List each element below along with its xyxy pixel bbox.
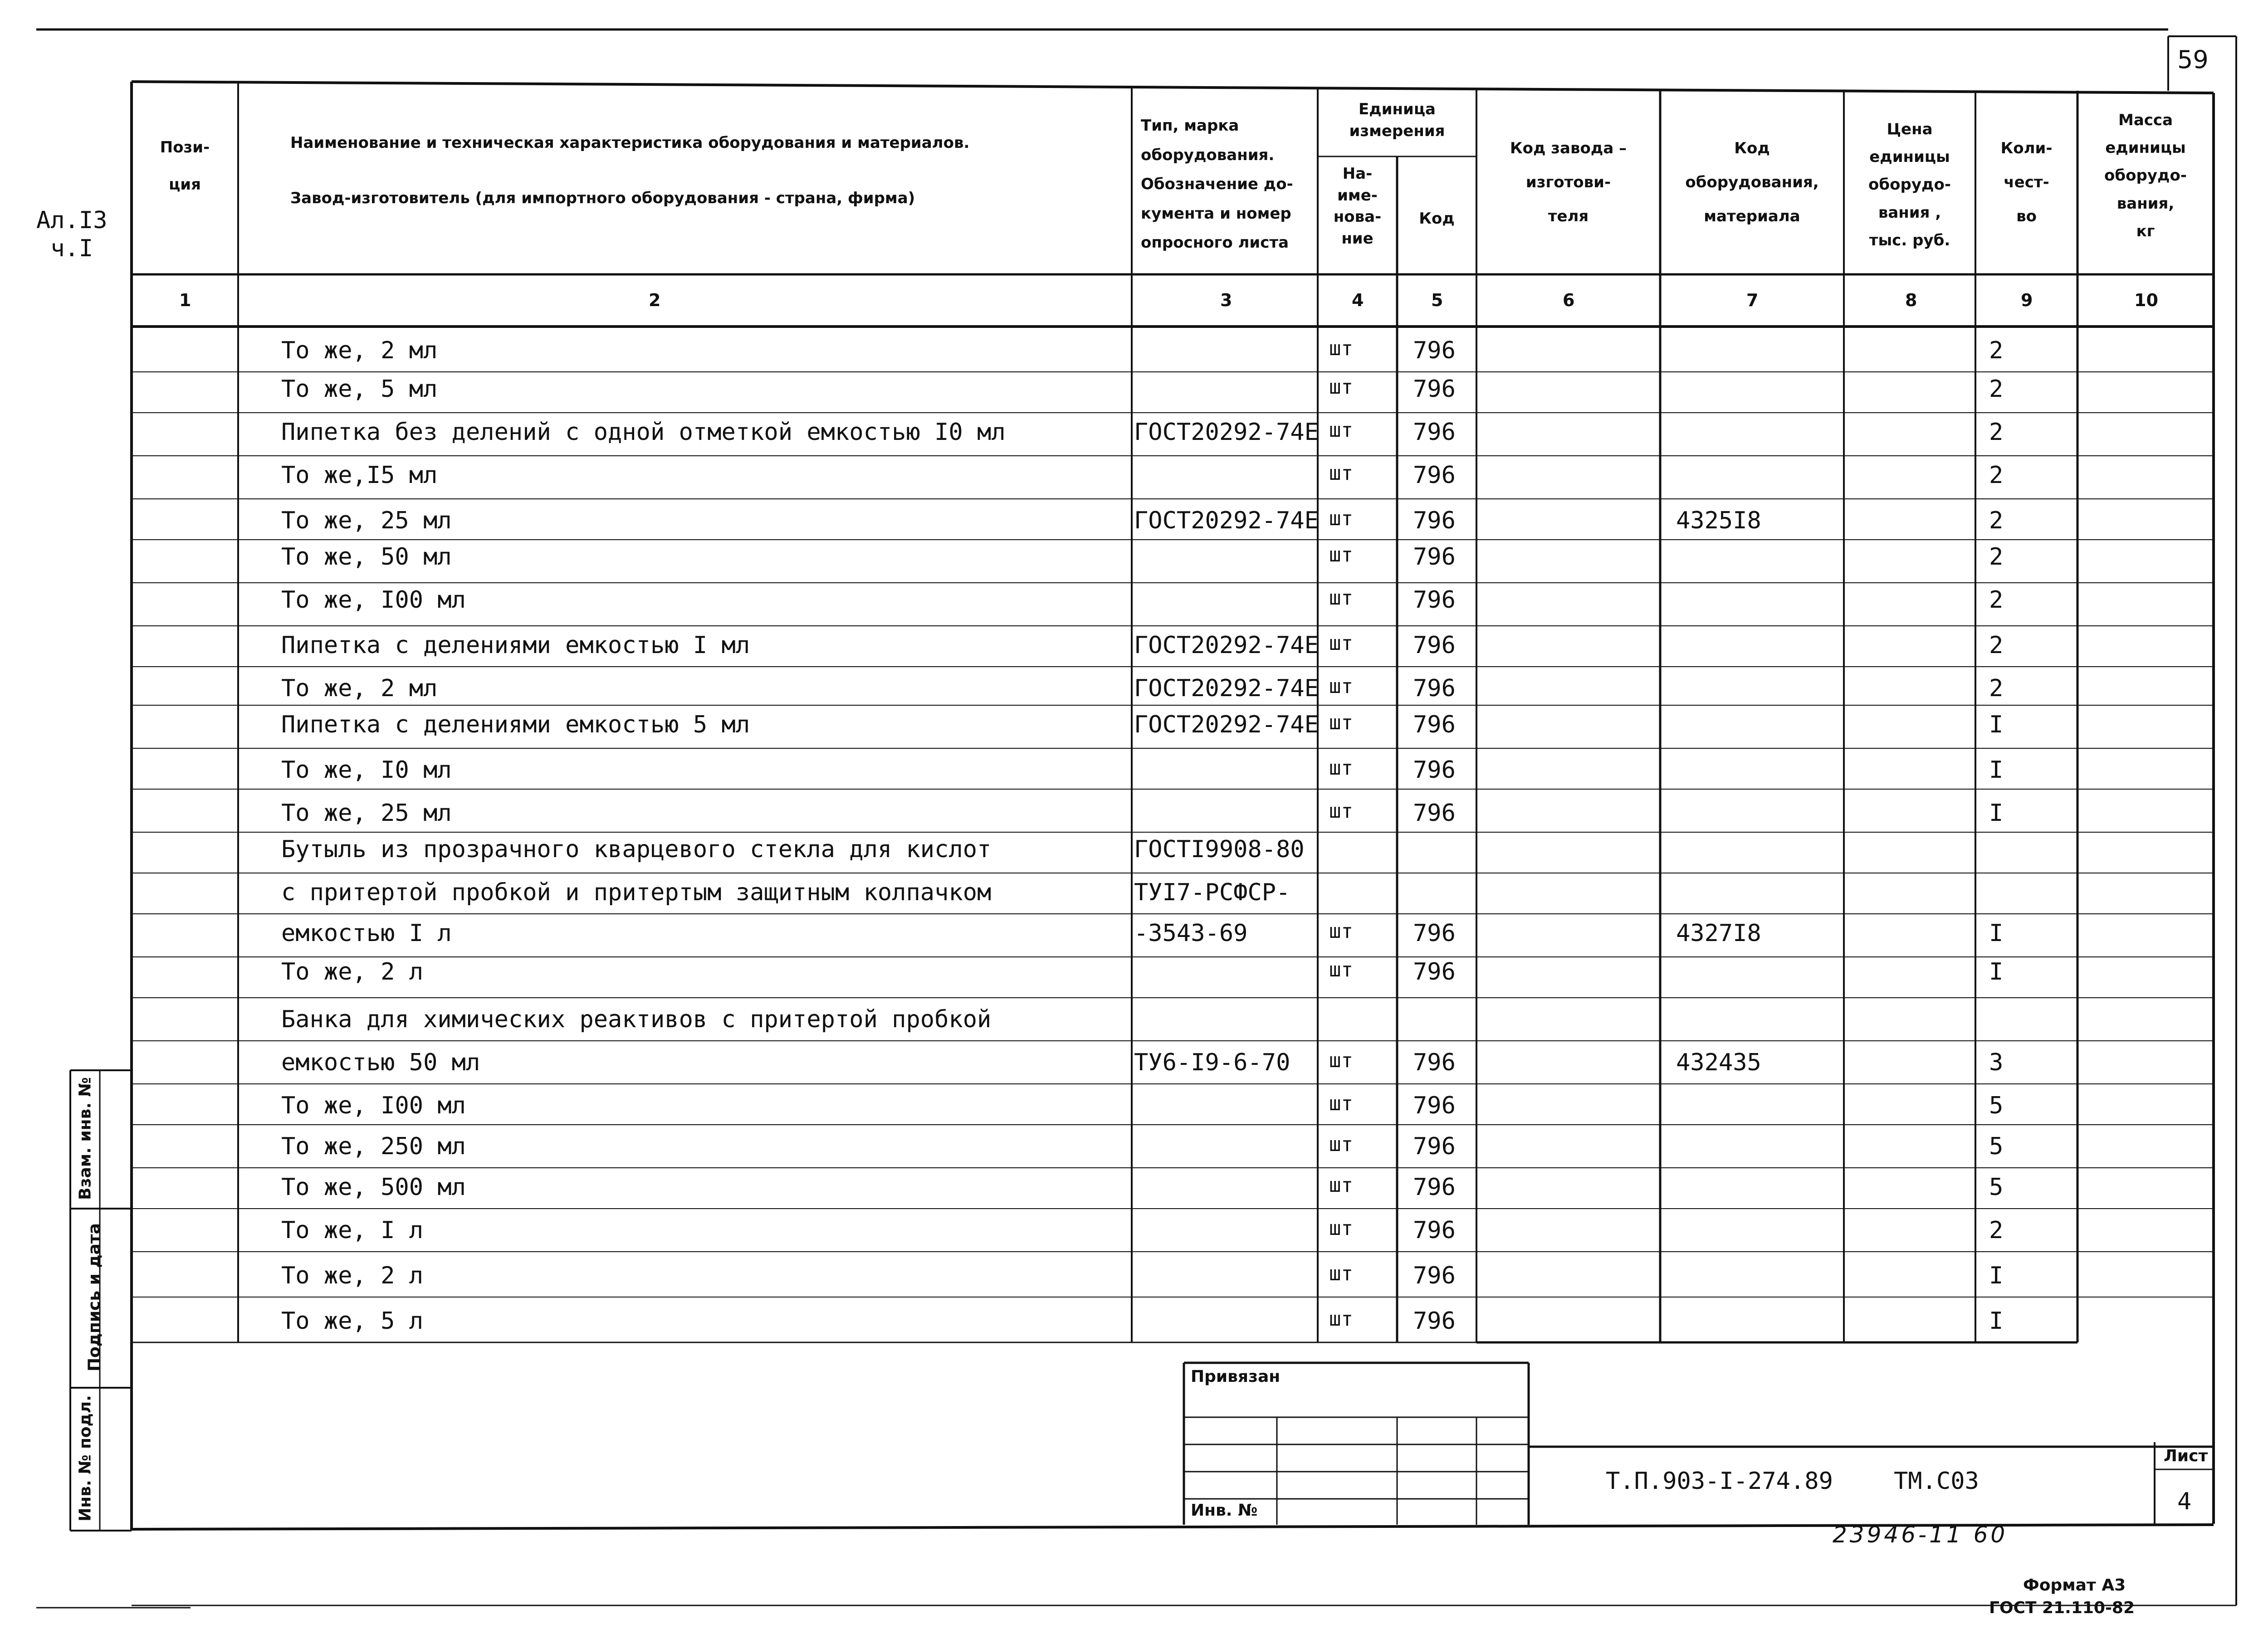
- row-code-cell: 796: [1413, 675, 1456, 702]
- header-unit-name: На- име- нова- ние: [1333, 165, 1382, 248]
- sheet-number-top: 59: [2177, 45, 2209, 74]
- row-name-cell: с притертой пробкой и притертым защитным колпачком: [281, 879, 992, 906]
- row-quantity-cell: 2: [1989, 632, 2004, 659]
- table-row: [0, 339, 2268, 366]
- row-name-cell: То же,I5 мл: [281, 462, 438, 489]
- row-name-cell: То же, 2 л: [281, 958, 424, 985]
- row-quantity-cell: 2: [1989, 462, 2004, 489]
- row-name-cell: То же, 25 мл: [281, 800, 452, 827]
- row-quantity-cell: 5: [1989, 1092, 2004, 1119]
- header-material-code: Код оборудования, материала: [1685, 139, 1819, 225]
- table-row: [0, 881, 2268, 908]
- row-quantity-cell: I: [1989, 711, 2004, 738]
- row-doc-cell: ГОСТI9908-80: [1134, 836, 1305, 863]
- column-number-3: 3: [1220, 290, 1232, 310]
- column-number-5: 5: [1431, 290, 1443, 310]
- row-code-cell: 796: [1413, 958, 1456, 985]
- column-number-7: 7: [1746, 290, 1759, 310]
- stamp-privyazan: Привязан: [1191, 1367, 1281, 1386]
- table-row: [0, 509, 2268, 536]
- row-name-cell: То же, 50 мл: [281, 543, 452, 571]
- row-code-cell: 796: [1413, 376, 1456, 403]
- row-doc-cell: ГОСТ20292-74Е: [1134, 711, 1319, 738]
- row-unit-cell: шт: [1329, 920, 1353, 943]
- table-row: [0, 1219, 2268, 1246]
- row-unit-cell: шт: [1329, 1049, 1353, 1072]
- row-name-cell: То же, I л: [281, 1217, 424, 1244]
- row-unit-cell: шт: [1329, 1262, 1353, 1285]
- stamp-inv-no: Инв. №: [1191, 1501, 1258, 1520]
- row-code-cell: 796: [1413, 586, 1456, 614]
- table-row: [0, 588, 2268, 615]
- row-unit-cell: шт: [1329, 675, 1353, 698]
- row-unit-cell: шт: [1329, 800, 1353, 823]
- table-row: [0, 801, 2268, 829]
- table-row: [0, 713, 2268, 740]
- table-row: [0, 420, 2268, 448]
- row-unit-cell: шт: [1329, 1307, 1353, 1331]
- row-doc-cell: -3543-69: [1134, 920, 1248, 947]
- table-row: [0, 677, 2268, 704]
- row-quantity-cell: 2: [1989, 543, 2004, 571]
- row-doc-cell: ГОСТ20292-74Е: [1134, 419, 1319, 446]
- row-code-cell: 796: [1413, 1174, 1456, 1201]
- row-quantity-cell: 2: [1989, 507, 2004, 534]
- table-row: [0, 1008, 2268, 1035]
- row-code-cell: 796: [1413, 1217, 1456, 1244]
- row-doc-cell: ТУ6-I9-6-70: [1134, 1049, 1290, 1076]
- row-quantity-cell: I: [1989, 800, 2004, 827]
- header-unit-code: Код: [1419, 210, 1455, 228]
- row-unit-cell: шт: [1329, 632, 1353, 655]
- row-name-cell: То же, 500 мл: [281, 1174, 466, 1201]
- side-label-line2: ч.I: [50, 235, 93, 263]
- row-code-cell: 796: [1413, 1049, 1456, 1076]
- row-material-code-cell: 4325I8: [1676, 507, 1761, 534]
- row-name-cell: То же, 2 мл: [281, 675, 438, 702]
- row-code-cell: 796: [1413, 1262, 1456, 1289]
- row-code-cell: 796: [1413, 419, 1456, 446]
- row-quantity-cell: 5: [1989, 1133, 2004, 1160]
- row-code-cell: 796: [1413, 711, 1456, 738]
- table-row: [0, 1051, 2268, 1078]
- row-name-cell: То же, 5 мл: [281, 376, 438, 403]
- row-code-cell: 796: [1413, 632, 1456, 659]
- header-name: Наименование и техническая характеристика оборудования и материалов. Завод-изготовитель (для импортного оборудования - страна, фирма): [290, 134, 970, 208]
- row-unit-cell: шт: [1329, 958, 1353, 981]
- row-quantity-cell: 2: [1989, 419, 2004, 446]
- row-doc-cell: ГОСТ20292-74Е: [1134, 507, 1319, 534]
- header-type: Тип, марка оборудования. Обозначение до- кумента и номер опросного листа: [1141, 117, 1293, 252]
- gost-label: ГОСТ 21.110-82: [1989, 1599, 2135, 1617]
- row-name-cell: То же, 5 л: [281, 1307, 424, 1335]
- row-code-cell: 796: [1413, 543, 1456, 571]
- row-quantity-cell: I: [1989, 756, 2004, 784]
- row-code-cell: 796: [1413, 507, 1456, 534]
- row-code-cell: 796: [1413, 756, 1456, 784]
- column-number-4: 4: [1352, 290, 1364, 310]
- stamp-list-number: 4: [2177, 1488, 2192, 1515]
- row-name-cell: Бутыль из прозрачного кварцевого стекла для кислот: [281, 836, 992, 863]
- row-name-cell: То же, 2 мл: [281, 337, 438, 364]
- row-code-cell: 796: [1413, 920, 1456, 947]
- row-quantity-cell: I: [1989, 958, 2004, 985]
- table-row: [0, 922, 2268, 949]
- row-quantity-cell: I: [1989, 1307, 2004, 1335]
- row-unit-cell: шт: [1329, 1133, 1353, 1156]
- header-mass: Масса единицы оборудо- вания, кг: [2104, 111, 2187, 240]
- table-row: [0, 377, 2268, 405]
- row-quantity-cell: 2: [1989, 1217, 2004, 1244]
- row-unit-cell: шт: [1329, 1174, 1353, 1197]
- header-position: Пози- ция: [160, 138, 210, 194]
- row-unit-cell: шт: [1329, 376, 1353, 399]
- row-name-cell: Пипетка с делениями емкостью 5 мл: [281, 711, 750, 738]
- field-vzam-inv: Взам. инв. №: [76, 1077, 95, 1200]
- row-doc-cell: ГОСТ20292-74Е: [1134, 675, 1319, 702]
- header-quantity: Коли- чест- во: [2000, 139, 2053, 225]
- row-material-code-cell: 432435: [1676, 1049, 1761, 1076]
- row-quantity-cell: 2: [1989, 376, 2004, 403]
- row-unit-cell: шт: [1329, 337, 1353, 360]
- table-row: [0, 634, 2268, 661]
- table-row: [0, 1176, 2268, 1203]
- table-row: [0, 463, 2268, 491]
- row-name-cell: емкостью 50 мл: [281, 1049, 480, 1076]
- table-row: [0, 758, 2268, 785]
- column-number-1: 1: [179, 290, 191, 310]
- row-unit-cell: шт: [1329, 543, 1353, 566]
- stamp-list-label: Лист: [2164, 1447, 2208, 1465]
- row-code-cell: 796: [1413, 800, 1456, 827]
- row-code-cell: 796: [1413, 462, 1456, 489]
- row-unit-cell: шт: [1329, 756, 1353, 780]
- column-number-9: 9: [2021, 290, 2033, 310]
- row-name-cell: То же, 2 л: [281, 1262, 424, 1289]
- table-row: [0, 1135, 2268, 1162]
- row-code-cell: 796: [1413, 1133, 1456, 1160]
- header-factory-code: Код завода – изготови- теля: [1510, 139, 1627, 225]
- row-name-cell: емкостью I л: [281, 920, 452, 947]
- table-row: [0, 545, 2268, 572]
- row-quantity-cell: 3: [1989, 1049, 2004, 1076]
- row-name-cell: Пипетка без делений с одной отметкой емкостью I0 мл: [281, 419, 1006, 446]
- column-number-2: 2: [649, 290, 661, 310]
- table-row: [0, 1094, 2268, 1121]
- header-price: Цена единицы оборудо- вания , тыс. руб.: [1868, 120, 1951, 249]
- row-doc-cell: ГОСТ20292-74Е: [1134, 632, 1319, 659]
- format-label: Формат А3: [2023, 1576, 2126, 1595]
- row-quantity-cell: I: [1989, 1262, 2004, 1289]
- row-unit-cell: шт: [1329, 586, 1353, 610]
- table-row: [0, 1309, 2268, 1336]
- field-inv-podl: Инв. № подл.: [76, 1395, 95, 1522]
- row-quantity-cell: I: [1989, 920, 2004, 947]
- row-name-cell: То же, I0 мл: [281, 756, 452, 784]
- row-unit-cell: шт: [1329, 462, 1353, 485]
- stamp-doc-code: Т.П.903-I-274.89: [1606, 1468, 1833, 1495]
- row-doc-cell: ТУI7-РСФСР-: [1134, 879, 1290, 906]
- column-number-6: 6: [1563, 290, 1575, 310]
- row-quantity-cell: 2: [1989, 337, 2004, 364]
- column-number-8: 8: [1905, 290, 1917, 310]
- table-row: [0, 838, 2268, 865]
- row-unit-cell: шт: [1329, 711, 1353, 734]
- row-unit-cell: шт: [1329, 1092, 1353, 1115]
- row-code-cell: 796: [1413, 337, 1456, 364]
- stamp-sheet-code: ТМ.С03: [1894, 1468, 1979, 1495]
- column-number-10: 10: [2134, 290, 2158, 310]
- row-name-cell: То же, I00 мл: [281, 1092, 466, 1119]
- row-code-cell: 796: [1413, 1307, 1456, 1335]
- side-label-line1: Ал.I3: [36, 207, 108, 234]
- header-unit-group: Единица измерения: [1349, 100, 1445, 140]
- row-name-cell: Пипетка с делениями емкостью I мл: [281, 632, 750, 659]
- row-name-cell: То же, I00 мл: [281, 586, 466, 614]
- row-quantity-cell: 5: [1989, 1174, 2004, 1201]
- row-unit-cell: шт: [1329, 419, 1353, 442]
- table-row: [0, 960, 2268, 987]
- table-row: [0, 1264, 2268, 1291]
- handwritten-number: 23946-11 60: [1833, 1522, 2008, 1548]
- row-code-cell: 796: [1413, 1092, 1456, 1119]
- row-quantity-cell: 2: [1989, 586, 2004, 614]
- field-podpis-data: Подпись и дата: [85, 1223, 104, 1371]
- row-unit-cell: шт: [1329, 1217, 1353, 1240]
- row-name-cell: То же, 25 мл: [281, 507, 452, 534]
- row-material-code-cell: 4327I8: [1676, 920, 1761, 947]
- row-quantity-cell: 2: [1989, 675, 2004, 702]
- row-name-cell: Банка для химических реактивов с притертой пробкой: [281, 1006, 992, 1033]
- row-name-cell: То же, 250 мл: [281, 1133, 466, 1160]
- row-unit-cell: шт: [1329, 507, 1353, 530]
